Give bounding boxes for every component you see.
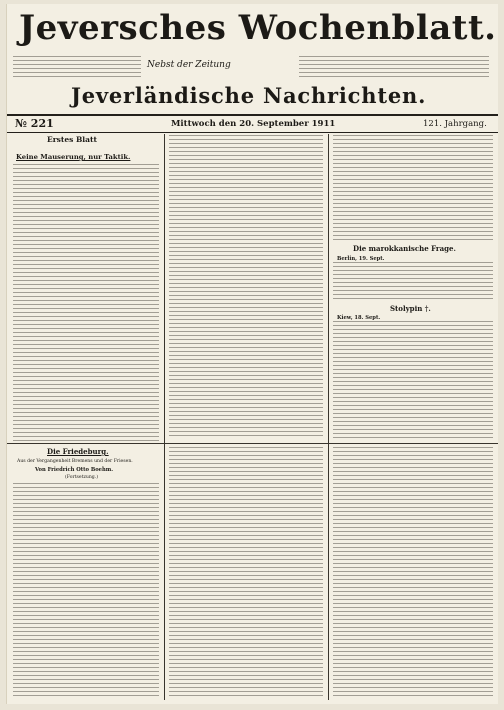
- feuilleton-rule: [7, 443, 498, 444]
- article-body-morocco: [333, 262, 493, 300]
- issue-year: 121. Jahrgang.: [423, 119, 487, 129]
- article-heading-morocco: Die marokkanische Frage.: [353, 244, 456, 253]
- serial-body-col1: [13, 483, 159, 699]
- article-body-taktik: [13, 164, 159, 442]
- dateline-kiew: Kiew, 18. Sept.: [337, 315, 381, 321]
- article-body-col2: [169, 135, 323, 439]
- masthead-left-notice: [13, 56, 141, 78]
- dateline-berlin: Berlin, 19. Sept.: [337, 256, 385, 262]
- issue-number: № 221: [15, 117, 54, 130]
- article-heading-taktik: Keine Mauserung, nur Taktik.: [16, 153, 131, 161]
- issue-date: Mittwoch den 20. September 1911: [171, 119, 336, 129]
- article-heading-stolypin: Stolypin †.: [390, 304, 431, 313]
- section-heading-erstes-blatt: Erstes Blatt: [47, 135, 97, 144]
- serial-body-col2: [169, 447, 323, 699]
- serial-subtitle: Aus der Vergangenheit Bremens und der Friesen.: [17, 459, 133, 464]
- masthead-right-notice: [299, 56, 489, 78]
- masthead-subtitle: Jeverländische Nachrichten.: [71, 83, 427, 108]
- masthead-tag: Nebst der Zeitung: [147, 60, 231, 70]
- article-body-stolypin: [333, 321, 493, 439]
- column-rule-1: [164, 134, 165, 700]
- serial-title: Die Friedeburg.: [47, 447, 109, 456]
- serial-continuation: (Fortsetzung.): [65, 475, 98, 480]
- masthead-title: Jeversches Wochenblatt.: [19, 8, 497, 48]
- serial-body-col3: [333, 447, 493, 699]
- newspaper-page: [6, 4, 498, 704]
- issue-rule-bottom: [7, 132, 498, 133]
- column-rule-2: [328, 134, 329, 700]
- issue-rule-top: [7, 114, 498, 116]
- serial-author: Von Friedrich Otto Boehm.: [35, 467, 114, 473]
- article-body-col3-top: [333, 135, 493, 241]
